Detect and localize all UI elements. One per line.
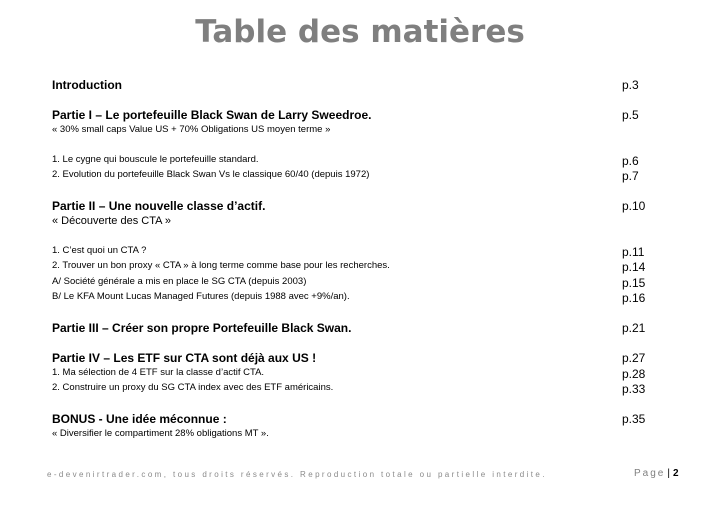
- toc-subtitle-partie-1: « 30% small caps Value US + 70% Obligations US moyen terme »: [52, 124, 331, 135]
- toc-subtitle-partie-2: « Découverte des CTA »: [52, 215, 172, 227]
- toc-entry-partie-4: Partie IV – Les ETF sur CTA sont déjà aux US !: [52, 351, 317, 365]
- toc-entry-partie-2: Partie II – Une nouvelle classe d’actif.: [52, 199, 266, 213]
- toc-page-partie-1: p.5: [622, 108, 639, 122]
- toc-page-partie-4-1: p.28: [622, 367, 646, 381]
- toc-page-partie-2-2: p.14: [622, 260, 646, 274]
- footer-copyright: e-devenirtrader.com, tous droits réservés. Reproduction totale ou partielle interdite.: [47, 470, 547, 479]
- footer-page-indicator: [634, 468, 679, 479]
- toc-entry-partie-3: Partie III – Créer son propre Portefeuille Black Swan.: [52, 321, 352, 335]
- toc-entry-partie-2-a: A/ Société générale a mis en place le SG CTA (depuis 2003): [52, 276, 307, 287]
- toc-entry-partie-4-2: 2. Construire un proxy du SG CTA index avec des ETF américains.: [52, 382, 334, 393]
- toc-page-partie-2: p.10: [622, 199, 646, 213]
- toc-entry-bonus: BONUS - Une idée méconnue :: [52, 412, 227, 426]
- toc-subtitle-bonus: « Diversifier le compartiment 28% obligations MT ».: [52, 428, 269, 439]
- toc-page-partie-3: p.21: [622, 321, 646, 335]
- toc-entry-partie-1-1: 1. Le cygne qui bouscule le portefeuille standard.: [52, 154, 259, 165]
- toc-entry-partie-2-1: 1. C’est quoi un CTA ?: [52, 245, 147, 256]
- footer-page-label: Page: [634, 468, 666, 479]
- toc-entry-partie-1-2: 2. Evolution du portefeuille Black Swan Vs le classique 60/40 (depuis 1972): [52, 169, 370, 180]
- footer-separator: |: [667, 468, 670, 479]
- toc-page-partie-2-1: p.11: [622, 245, 645, 259]
- toc-page-introduction: p.3: [622, 78, 639, 92]
- toc-page-partie-1-2: p.7: [622, 169, 639, 183]
- toc-entry-partie-4-1: 1. Ma sélection de 4 ETF sur la classe d’actif CTA.: [52, 367, 265, 378]
- toc-page-partie-2-b: p.16: [622, 291, 646, 305]
- toc-entry-partie-2-b: B/ Le KFA Mount Lucas Managed Futures (depuis 1988 avec +9%/an).: [52, 291, 350, 302]
- toc-page-partie-4-2: p.33: [622, 382, 646, 396]
- footer-page-number: 2: [672, 468, 679, 479]
- toc-entry-introduction: Introduction: [52, 78, 122, 92]
- toc-page-bonus: p.35: [622, 412, 646, 426]
- toc-page-partie-1-1: p.6: [622, 154, 639, 168]
- toc-entry-partie-1: Partie I – Le portefeuille Black Swan de Larry Sweedroe.: [52, 108, 372, 122]
- toc-page-partie-2-a: p.15: [622, 276, 646, 290]
- document-title: Table des matières: [195, 14, 525, 50]
- toc-page-partie-4: p.27: [622, 351, 646, 365]
- toc-entry-partie-2-2: 2. Trouver un bon proxy « CTA » à long terme comme base pour les recherches.: [52, 260, 390, 271]
